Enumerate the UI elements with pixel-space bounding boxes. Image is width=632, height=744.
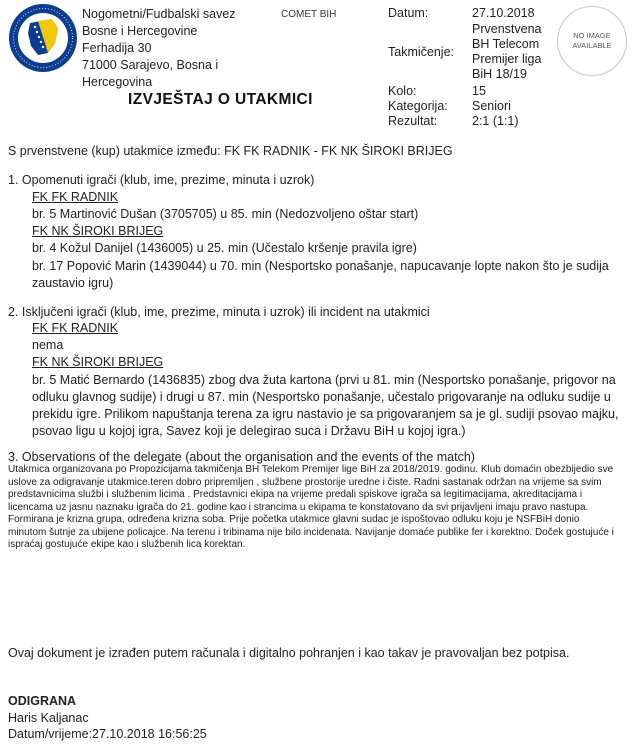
observations-heading: 3. Observations of the delegate (about the organisation and the events of the match) <box>8 450 475 464</box>
no-image-text: NO IMAGE <box>573 31 611 40</box>
round-label: Kolo: <box>388 84 417 98</box>
no-image-text: AVAILABLE <box>572 41 612 50</box>
sent-off-entry: br. 5 Matić Bernardo (1436835) zbog dva žuta kartona (prvi u 81. min (Nesportsko ponašanje, prigovor na odluku glavnog sudije) i drugi u 87. min (Nesportsko ponašanje, učestalo prigovaranje na odluku sudije u prekidu igre. Prilikom napuštanja terena za igru nastavio je sa prigovaranjem sa je gl. sudiji psovao majku, psovao ligu u kojoj igra, Savez koji je delegirao suca i Državu BiH u kojoj igra.) <box>32 373 619 438</box>
federation-logo <box>8 3 78 73</box>
observations-text: Utakmica organizovana po Propozicijama takmičenja BH Telekom Premijer lige BiH za 2018/2019. godinu. Klub domaćin obezbijedio sve uslove za odigravanje utakmice.teren dobro pripremljen , službene prostorije uredne i čiste. Radni sastanak održan na vrijeme sa svim predstavnicima službi i službenim licima . Predstavnici ekipa na vrijeme predali spiskove igrača sa legitimacijama, akreditacijama i licencama uz jasnu naznaku igrača do 21. godine kao i strancima u ekipama te konstatovano da svi prijavljeni imaju pravo nastupa. Formirana je krizna grupa, određena krizna soba. Prije početka utakmice glavni sudac je ispoštovao odluku koju je NSFBiH donio minutom šutnje za ubijene policajce. Na terenu i tribinama nije bilo incidenata. Navijanje domaće publike fer i korektno. Doček gostujuće i ispraćaj gostujuće ekipe kao i službenih lica korektan. <box>8 464 614 550</box>
federation-line: Hercegovina <box>82 75 153 89</box>
round-value: 15 <box>472 84 486 98</box>
federation-line: 71000 Sarajevo, Bosna i <box>82 58 219 72</box>
caution-entry: br. 4 Kožul Danijel (1436005) u 25. min (Učestalo kršenje pravila igre) <box>32 241 417 255</box>
federation-line: Nogometni/Fudbalski savez <box>82 7 236 21</box>
match-line: S prvenstvene (kup) utakmice između: FK FK RADNIK - FK NK ŠIROKI BRIJEG <box>8 144 453 158</box>
comet-label: COMET BIH <box>281 9 337 20</box>
caution-entry: br. 17 Popović Marin (1439044) u 70. min (Nesportsko ponašanje, napucavanje lopte nakon što je sudija zaustavio igru) <box>32 259 609 290</box>
result-label: Rezultat: <box>388 114 438 128</box>
team-image-placeholder <box>557 6 627 76</box>
result-value: 2:1 (1:1) <box>472 114 519 128</box>
competition-line: BH Telecom <box>472 37 540 51</box>
report-title: IZVJEŠTAJ O UTAKMICI <box>128 91 313 108</box>
category-label: Kategorija: <box>388 99 448 113</box>
sent-off-entry: nema <box>32 338 64 352</box>
competition-line: BiH 18/19 <box>472 67 527 81</box>
date-label: Datum: <box>388 6 429 20</box>
caution-entry: br. 5 Martinović Dušan (3705705) u 85. min (Nedozvoljeno oštar start) <box>32 207 419 221</box>
competition-value <box>472 22 556 82</box>
team-home: FK FK RADNIK <box>32 321 119 335</box>
sent-off-heading: 2. Isključeni igrači (klub, ime, prezime, minuta i uzrok) ili incident na utakmici <box>8 305 430 319</box>
team-away: FK NK ŠIROKI BRIJEG <box>32 355 164 369</box>
federation-line: Ferhadija 30 <box>82 41 152 55</box>
competition-label: Takmičenje: <box>388 45 454 59</box>
match-status: ODIGRANA <box>8 694 77 708</box>
category-value: Seniori <box>472 99 511 113</box>
team-away: FK NK ŠIROKI BRIJEG <box>32 224 164 238</box>
federation-line: Bosne i Hercegovine <box>82 24 198 38</box>
date-value: 27.10.2018 <box>472 6 535 20</box>
report-datetime: Datum/vrijeme:27.10.2018 16:56:25 <box>8 727 207 741</box>
delegate-name: Haris Kaljanac <box>8 711 89 725</box>
competition-line: Premijer liga <box>472 52 542 66</box>
federation-address <box>82 6 272 91</box>
cautioned-heading: 1. Opomenuti igrači (klub, ime, prezime, minuta i uzrok) <box>8 173 315 187</box>
digital-document-note: Ovaj dokument je izrađen putem računala i digitalno pohranjen i kao takav je pravovaljan bez potpisa. <box>8 646 570 660</box>
team-home: FK FK RADNIK <box>32 190 119 204</box>
competition-line: Prvenstvena <box>472 22 542 36</box>
